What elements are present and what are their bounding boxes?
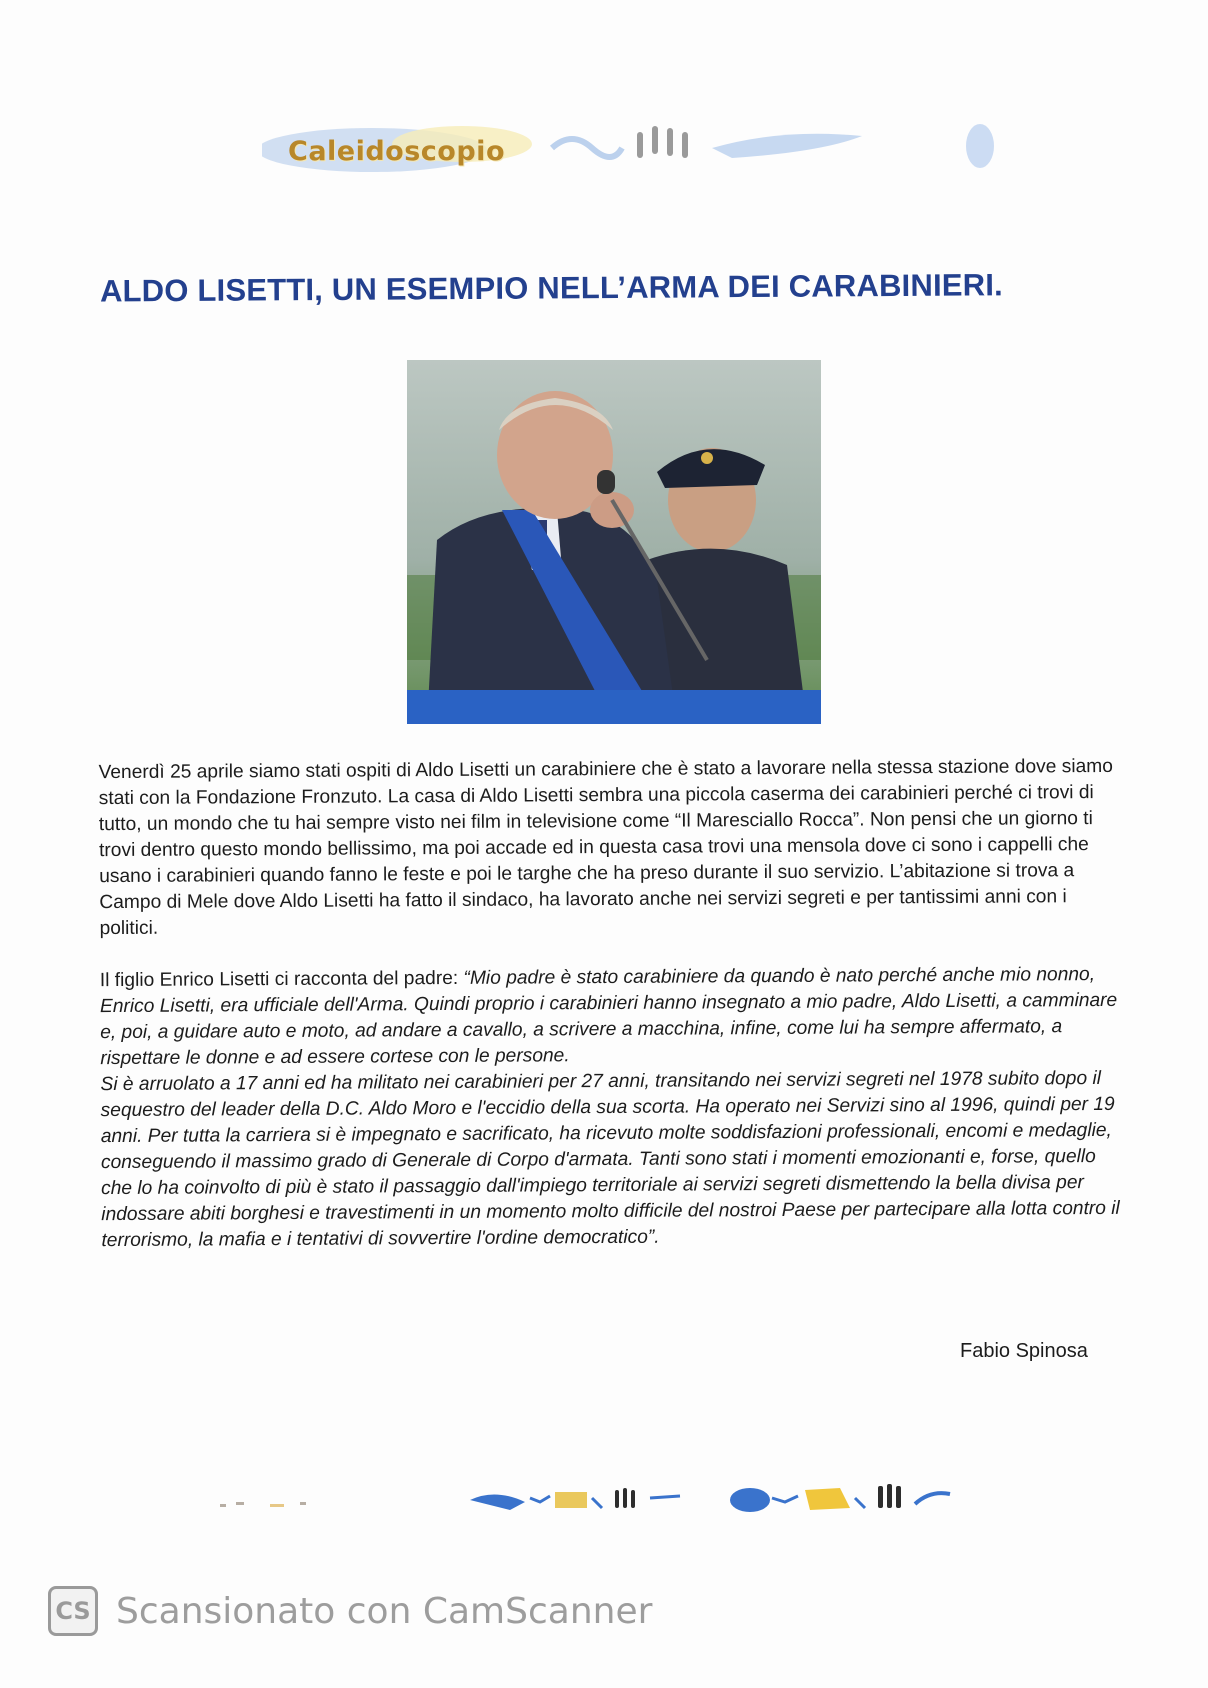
brand-title: Caleidoscopio — [288, 136, 505, 167]
header-blob-blue-far — [966, 124, 994, 168]
article-paragraph: Venerdì 25 aprile siamo stati ospiti di Aldo Lisetti un carabiniere che è stato a lavorare nella stessa stazione dove siamo stati con la Fondazione Fronzuto. La casa di Aldo Lisetti sembra una piccola caserma dei carabinieri perché ci trovi di tutto, un mondo che tu hai sempre visto nei film in televisione come “Il Maresciallo Rocca”. Non pensi che un giorno ti trovi dentro questo mondo bellissimo, ma poi accade ed in questa casa trovi una mensola dove ci sono i cappelli che usano i carabinieri quando fanno le feste e poi le targhe che ha preso durante il suo servizio. L’abitazione si trova a Campo di Mele dove Aldo Lisetti ha fatto il sindaco, ha lavorato anche nei servizi segreti e per tantissimi anni con i politici. — [98, 755, 1113, 940]
article-body — [99, 754, 1122, 1254]
microphone — [597, 470, 615, 494]
camscanner-logo-icon: CS — [48, 1586, 98, 1636]
article-paragraph-quote-continued: Si è arruolato a 17 anni ed ha militato nei carabinieri per 27 anni, transitando nei servizi segreti nel 1978 subito dopo il sequestro del leader della D.C. Aldo Moro e l'eccidio della sua scorta. Ha operato nei Servizi sino al 1996, quindi per 19 anni. Per tutta la carriera si è impegnato e sacrificato, ha ricevuto molte soddisfazioni professionali, encomi e medaglie, conseguendo il massimo grado di Generale di Corpo d'armata. Tanti sono stati i momenti emozionanti e, forse, quello che lo ha coinvolto di più è stato il passaggio dall'impiego territoriale ai servizi segreti dismettendo la bella divisa per indossare abiti borghesi e travestimenti in un momento molto difficile del nostroi Paese per partecipare alla lotta contro il terrorismo, la mafia e i tentativi di sovvertire l'ordine democratico”. — [100, 1068, 1120, 1252]
header-blob-blue-right — [712, 134, 862, 158]
hand-prints-icon — [637, 126, 688, 158]
quote-intro: Il figlio Enrico Lisetti ci racconta del padre: — [99, 967, 464, 992]
article-paragraph-quote — [100, 962, 1121, 1072]
footer-decoration — [210, 1480, 1030, 1520]
article-photo — [407, 360, 821, 724]
hand-prints-icon — [615, 1488, 635, 1508]
camscanner-watermark — [48, 1585, 652, 1637]
quote-text: “Mio padre è stato carabiniere da quando è nato perché anche mio nonno, Enrico Lisetti, era ufficiale dell'Arma. Quindi proprio i carabinieri hanno insegnato a mio padre, Aldo Lisetti, a camminare e, poi, a guidare auto e moto, ad andare a cavallo, a scrivere a macchina, infine, come lui ha sempre affermato, a rispettare le donne e ad essere cortese con le persone. — [99, 964, 1118, 1070]
camscanner-text: Scansionato con CamScanner — [116, 1590, 653, 1632]
header-blob-blue-mid — [552, 139, 622, 157]
podium — [407, 690, 821, 724]
author-byline: Fabio Spinosa — [960, 1340, 1088, 1362]
hand-prints-icon — [878, 1484, 901, 1508]
article-headline: ALDO LISETTI, UN ESEMPIO NELL’ARMA DEI CARABINIERI. — [99, 267, 1004, 309]
